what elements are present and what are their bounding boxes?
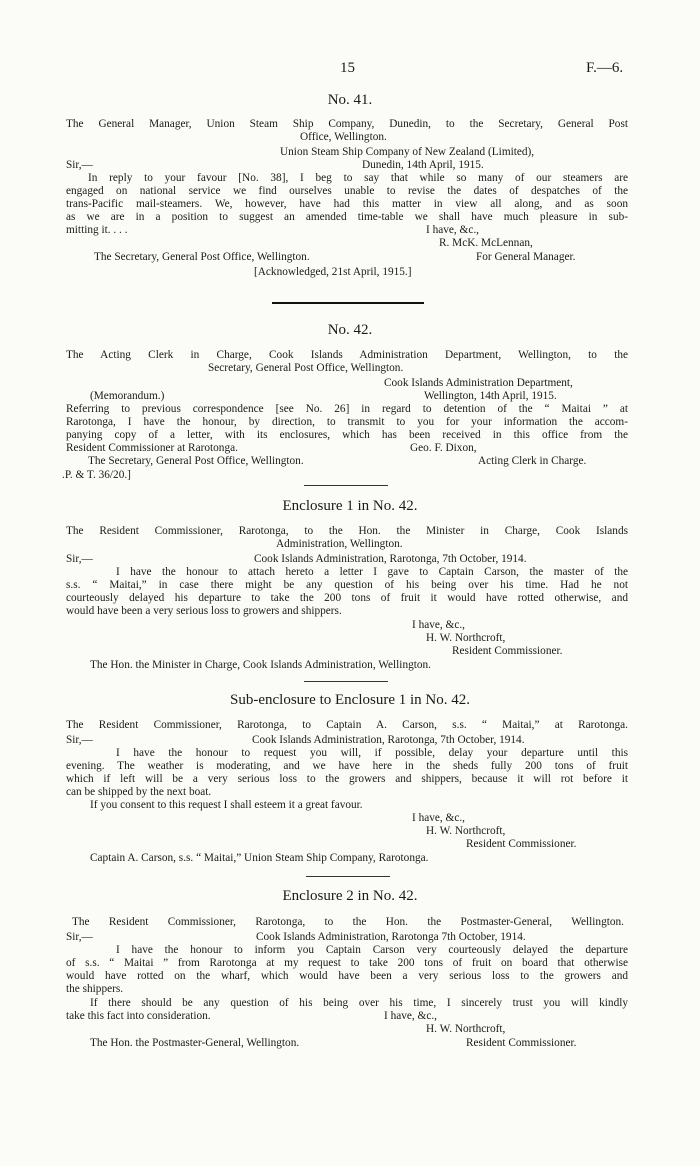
body-line: If you consent to this request I shall esteem it a great favour. (90, 799, 363, 811)
heading-line: Administration, Wellington. (276, 538, 403, 550)
salutation: Sir,— (66, 734, 93, 746)
address-date: Wellington, 14th April, 1915. (424, 390, 557, 402)
acknowledgement: [Acknowledged, 21st April, 1915.] (254, 266, 412, 278)
page-number: 15 (340, 60, 355, 76)
signature-title: For General Manager. (476, 251, 576, 263)
body-line: the shippers. (66, 983, 124, 995)
body-line: Rarotonga, I have the honour, by direction, to transmit to you for your information the accom- (66, 416, 628, 428)
salutation: Sir,— (66, 931, 93, 943)
recipient-line: The Hon. the Postmaster-General, Wellington. (90, 1037, 300, 1049)
file-reference: .P. & T. 36/20.] (62, 469, 131, 481)
heading-line: Secretary, General Post Office, Wellington. (208, 362, 404, 374)
body-line: Referring to previous correspondence [see No. 26] in regard to detention of the “ Maitai ” at (66, 403, 628, 415)
body-line: would have rotted on the wharf, which would have been a very serious loss to the growers and (66, 970, 628, 982)
body-line: of s.s. “ Maitai ” from Rarotonga at my request to take 200 tons of fruit on board that otherwise (66, 957, 628, 969)
body-line: mitting it. . . . (66, 224, 128, 236)
section-title-sub-enclosure: Sub-enclosure to Enclosure 1 in No. 42. (230, 692, 470, 708)
body-line: as we are in a position to suggest an amended time-table we shall have much pleasure in sub- (66, 211, 628, 223)
signature: H. W. Northcroft, (426, 825, 506, 837)
address-line: Union Steam Ship Company of New Zealand (Limited), (280, 146, 535, 158)
closing: I have, &c., (384, 1010, 438, 1022)
body-line: take this fact into consideration. (66, 1010, 211, 1022)
memorandum-label: (Memorandum.) (90, 390, 165, 402)
recipient-line: Captain A. Carson, s.s. “ Maitai,” Union Steam Ship Company, Rarotonga. (90, 852, 429, 864)
heading-line: The Resident Commissioner, Rarotonga, to the Hon. the Minister in Charge, Cook Islands (66, 525, 628, 537)
signature: R. McK. McLennan, (439, 237, 533, 249)
body-line: I have the honour to inform you Captain Carson very courteously delayed the departure (116, 944, 628, 956)
heading-line: The Resident Commissioner, Rarotonga, to the Hon. the Postmaster-General, Wellington. (72, 916, 624, 928)
signature-title: Acting Clerk in Charge. (478, 455, 587, 467)
body-line: courteously delayed his departure to take the 200 tons of fruit it would have rotted otherwise, and (66, 592, 628, 604)
recipient-line: The Secretary, General Post Office, Wellington. (88, 455, 304, 467)
section-divider (306, 876, 390, 877)
signature-title: Resident Commissioner. (466, 1037, 577, 1049)
body-line: I have the honour to request you will, if possible, delay your departure until this (116, 747, 628, 759)
body-line: In reply to your favour [No. 38], I beg to say that while so many of our steamers are (88, 172, 628, 184)
signature-title: Resident Commissioner. (452, 645, 563, 657)
salutation: Sir,— (66, 553, 93, 565)
body-line: can be shipped by the next boat. (66, 786, 212, 798)
signature: H. W. Northcroft, (426, 632, 506, 644)
closing: I have, &c., (426, 224, 480, 236)
address-date: Cook Islands Administration, Rarotonga, 7th October, 1914. (254, 553, 527, 565)
body-line: which if left will be a very serious loss to the growers and shippers, because it will rot before it (66, 773, 628, 785)
address-date: Cook Islands Administration, Rarotonga 7th October, 1914. (256, 931, 526, 943)
page-reference: F.—6. (586, 60, 624, 76)
recipient-line: The Secretary, General Post Office, Wellington. (94, 251, 310, 263)
recipient-line: The Hon. the Minister in Charge, Cook Islands Administration, Wellington. (90, 659, 432, 671)
heading-line: Office, Wellington. (300, 131, 387, 143)
heading-line: The General Manager, Union Steam Ship Company, Dunedin, to the Secretary, General Post (66, 118, 628, 130)
signature-title: Resident Commissioner. (466, 838, 577, 850)
body-line: engaged on national service we find ourselves unable to revise the dates of despatches of the (66, 185, 628, 197)
address-date: Dunedin, 14th April, 1915. (362, 159, 484, 171)
signature: H. W. Northcroft, (426, 1023, 506, 1035)
section-divider (304, 681, 388, 682)
signature: Geo. F. Dixon, (410, 442, 477, 454)
address-date: Cook Islands Administration, Rarotonga, 7th October, 1914. (252, 734, 525, 746)
body-line: evening. The weather is moderating, and we have here in the sheds fully 200 tons of fruit (66, 760, 628, 772)
closing: I have, &c., (412, 619, 466, 631)
body-line: would have been a very serious loss to growers and shippers. (66, 605, 342, 617)
body-line: s.s. “ Maitai,” in case there might be any question of his being over his time. Had he not (66, 579, 628, 591)
section-divider (304, 485, 388, 486)
body-line: panying copy of a letter, with its enclosures, which has been received in this office from the (66, 429, 628, 441)
heading-line: The Acting Clerk in Charge, Cook Islands Administration Department, Wellington, to the (66, 349, 628, 361)
heading-line: The Resident Commissioner, Rarotonga, to Captain A. Carson, s.s. “ Maitai,” at Rarotonga. (66, 719, 628, 731)
section-title-no42: No. 42. (327, 322, 373, 338)
body-line: I have the honour to attach hereto a letter I gave to Captain Carson, the master of the (116, 566, 628, 578)
section-divider (272, 302, 424, 304)
section-title-enclosure-1: Enclosure 1 in No. 42. (282, 498, 418, 514)
body-line: Resident Commissioner at Rarotonga. (66, 442, 238, 454)
salutation: Sir,— (66, 159, 93, 171)
body-line: trans-Pacific mail-steamers. We, however, have had this matter in view all along, and as soon (66, 198, 628, 210)
body-line: If there should be any question of his being over his time, I sincerely trust you will kindly (90, 997, 628, 1009)
address-line: Cook Islands Administration Department, (384, 377, 573, 389)
section-title-enclosure-2: Enclosure 2 in No. 42. (282, 888, 418, 904)
closing: I have, &c., (412, 812, 466, 824)
section-title-no41: No. 41. (327, 92, 373, 108)
